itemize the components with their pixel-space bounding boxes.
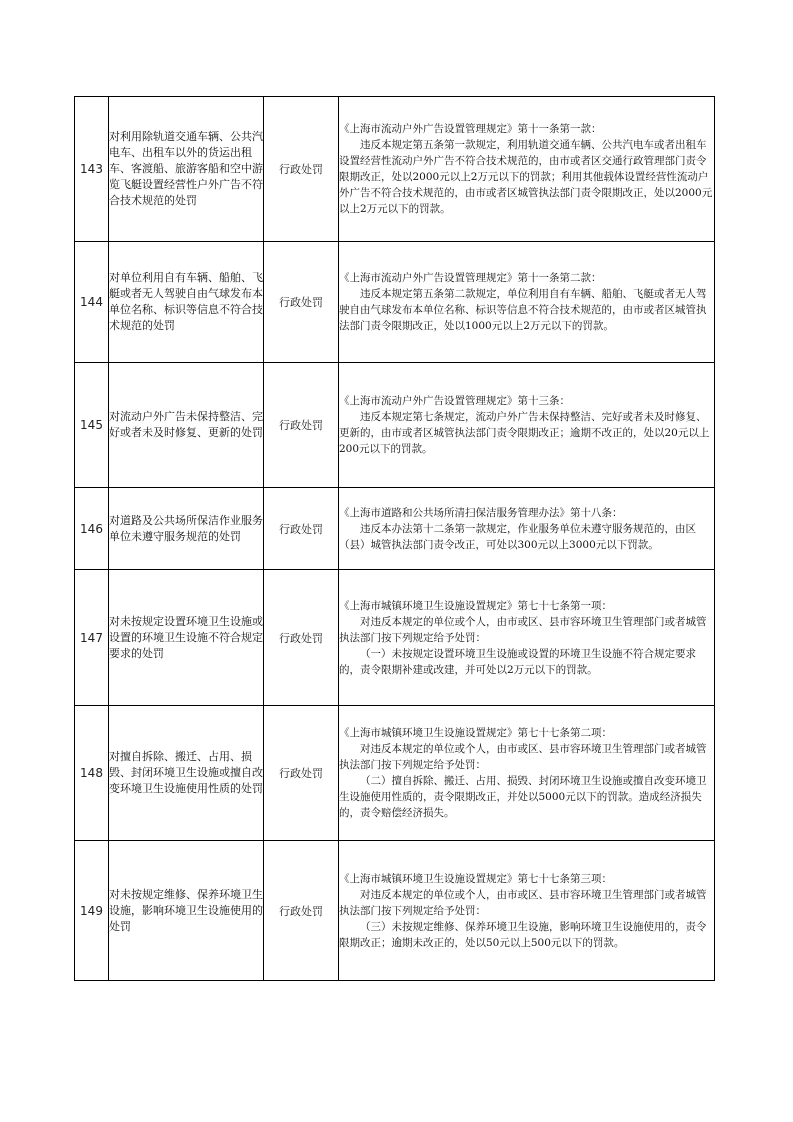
table-row	[75, 841, 715, 981]
table-row	[75, 242, 715, 363]
legal-basis-paragraph: （一）未按规定设置环境卫生设施或设置的环境卫生设施不符合规定要求的，责令限期补建或改建，并可处以2万元以下的罚款。	[339, 647, 696, 676]
legal-basis	[339, 97, 715, 242]
legal-basis-paragraph: 违反本规定第五条第一款规定，利用轨道交通车辆、公共汽电车或者出租车设置经营性流动户外广告不符合技术规范的，由市或者区交通行政管理部门责令限期改正，处以2000元以上2万元以下的罚款；利用其他载体设置经营性流动户外广告不符合技术规范的，由市或者区城管执法部门责令限期改正，处以2000元以上2万元以下的罚款。	[339, 139, 713, 215]
penalty-table	[74, 96, 715, 981]
legal-basis-paragraph: 违反本规定第五条第二款规定，单位利用自有车辆、船舶、飞艇或者无人驾驶自由气球发布本单位名称、标识等信息不符合技术规范的，由市或者区城管执法部门责令限期改正，处以1000元以上2万元以下的罚款。	[339, 288, 707, 332]
row-number: 149	[75, 841, 109, 981]
penalty-item: 对利用除轨道交通车辆、公共汽电车、出租车以外的货运出租车、客渡船、旅游客船和空中游览飞艇设置经营性户外广告不符合技术规范的处罚	[109, 97, 264, 242]
penalty-item: 对擅自拆除、搬迁、占用、损毁、封闭环境卫生设施或擅自改变环境卫生设施使用性质的处罚	[109, 706, 264, 841]
row-number: 147	[75, 570, 109, 706]
legal-basis	[339, 363, 715, 488]
penalty-type: 行政处罚	[264, 363, 339, 488]
legal-basis-paragraph: 违反本办法第十二条第一款规定，作业服务单位未遵守服务规范的，由区（县）城管执法部门责令改正，可处以300元以上3000元以下罚款。	[339, 522, 696, 551]
row-number: 148	[75, 706, 109, 841]
penalty-item: 对单位利用自有车辆、船舶、飞艇或者无人驾驶自由气球发布本单位名称、标识等信息不符合技术规范的处罚	[109, 242, 264, 363]
table-row	[75, 706, 715, 841]
penalty-type: 行政处罚	[264, 570, 339, 706]
legal-basis-title: 《上海市流动户外广告设置管理规定》第十一条第二款：	[339, 272, 602, 284]
table-row	[75, 570, 715, 706]
legal-basis-title: 《上海市流动户外广告设置管理规定》第十三条：	[339, 395, 570, 407]
row-number: 144	[75, 242, 109, 363]
legal-basis-title: 《上海市道路和公共场所清扫保洁服务管理办法》第十八条：	[339, 506, 623, 519]
penalty-type: 行政处罚	[264, 242, 339, 363]
penalty-type: 行政处罚	[264, 488, 339, 570]
penalty-item: 对流动户外广告未保持整洁、完好或者未及时修复、更新的处罚	[109, 363, 264, 488]
table-row	[75, 488, 715, 570]
table-row	[75, 97, 715, 242]
penalty-type: 行政处罚	[264, 706, 339, 841]
legal-basis-paragraph: 对违反本规定的单位或个人，由市或区、县市容环境卫生管理部门或者城管执法部门按下列规定给予处罚：	[339, 743, 707, 771]
legal-basis	[339, 242, 715, 363]
legal-basis	[339, 706, 715, 841]
row-number: 143	[75, 97, 109, 242]
legal-basis	[339, 841, 715, 981]
penalty-item: 对未按规定维修、保养环境卫生设施，影响环境卫生设施使用的处罚	[109, 841, 264, 981]
legal-basis-title: 《上海市城镇环境卫生设施设置规定》第七十七条第三项：	[339, 872, 612, 885]
table-row	[75, 363, 715, 488]
legal-basis-title: 《上海市流动户外广告设置管理规定》第十一条第一款：	[339, 123, 602, 135]
legal-basis-paragraph: （三）未按规定维修、保养环境卫生设施，影响环境卫生设施使用的，责令限期改正；逾期未改正的，处以50元以上500元以下的罚款。	[339, 920, 707, 949]
legal-basis-title: 《上海市城镇环境卫生设施设置规定》第七十七条第一项：	[339, 599, 612, 612]
penalty-type: 行政处罚	[264, 841, 339, 981]
legal-basis-paragraph: 对违反本规定的单位或个人，由市或区、县市容环境卫生管理部门或者城管执法部门按下列规定给予处罚：	[339, 888, 707, 917]
penalty-item: 对道路及公共场所保洁作业服务单位未遵守服务规范的处罚	[109, 488, 264, 570]
legal-basis	[339, 570, 715, 706]
penalty-item: 对未按规定设置环境卫生设施或设置的环境卫生设施不符合规定要求的处罚	[109, 570, 264, 706]
legal-basis-paragraph: 对违反本规定的单位或个人，由市或区、县市容环境卫生管理部门或者城管执法部门按下列规定给予处罚：	[339, 615, 707, 644]
penalty-table-body	[75, 97, 715, 981]
legal-basis-paragraph: （二）擅自拆除、搬迁、占用、损毁、封闭环境卫生设施或擅自改变环境卫生设施使用性质的，责令限期改正，并处以5000元以下的罚款。造成经济损失的，责令赔偿经济损失。	[339, 775, 707, 819]
penalty-type: 行政处罚	[264, 97, 339, 242]
row-number: 145	[75, 363, 109, 488]
legal-basis-title: 《上海市城镇环境卫生设施设置规定》第七十七条第二项：	[339, 727, 612, 739]
legal-basis-paragraph: 违反本规定第七条规定，流动户外广告未保持整洁、完好或者未及时修复、更新的，由市或者区城管执法部门责令限期改正；逾期不改正的，处以20元以上200元以下的罚款。	[339, 411, 710, 455]
row-number: 146	[75, 488, 109, 570]
legal-basis	[339, 488, 715, 570]
